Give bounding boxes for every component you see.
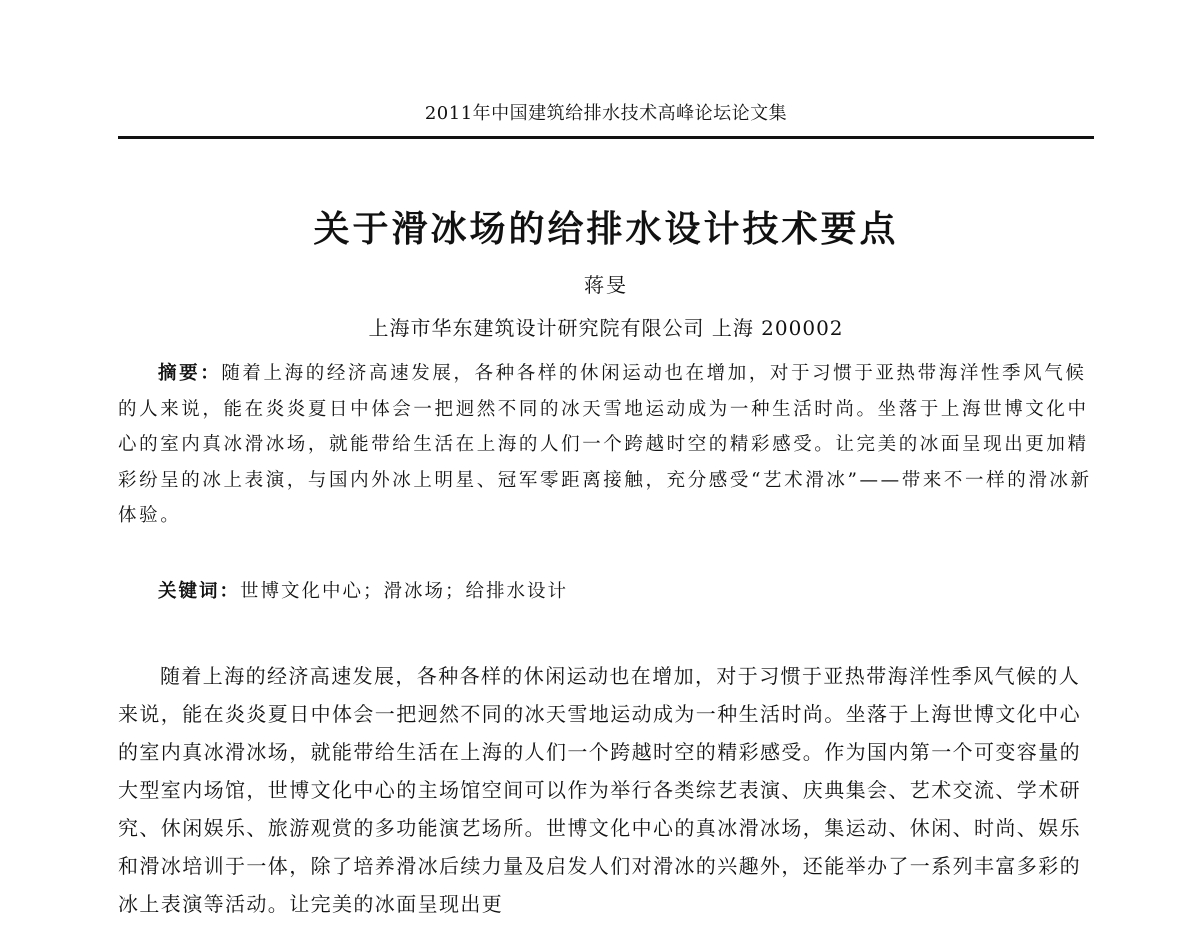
abstract-label: 摘要： bbox=[158, 363, 222, 384]
header-rule bbox=[118, 136, 1094, 139]
keywords-text: 世博文化中心；滑冰场；给排水设计 bbox=[240, 581, 569, 602]
keywords-block bbox=[118, 574, 1094, 609]
abstract-text: 随着上海的经济高速发展，各种各样的休闲运动也在增加，对于习惯于亚热带海洋性季风气候的人来说，能在炎炎夏日中体会一把迥然不同的冰天雪地运动成为一种生活时尚。坐落于上海世博文化中心的室内真冰滑冰场，就能带给生活在上海的人们一个跨越时空的精彩感受。让完美的冰面呈现出更加精彩纷呈的冰上表演，与国内外冰上明星、冠军零距离接触，充分感受“艺术滑冰”——带来不一样的滑冰新体验。 bbox=[118, 363, 1092, 526]
running-header: 2011年中国建筑给排水技术高峰论坛论文集 bbox=[424, 103, 788, 124]
author-affiliation: 上海市华东建筑设计研究院有限公司 上海 200002 bbox=[368, 316, 844, 340]
body-paragraph: 随着上海的经济高速发展，各种各样的休闲运动也在增加，对于习惯于亚热带海洋性季风气候的人来说，能在炎炎夏日中体会一把迥然不同的冰天雪地运动成为一种生活时尚。坐落于上海世博文化中心的室内真冰滑冰场，就能带给生活在上海的人们一个跨越时空的精彩感受。作为国内第一个可变容量的大型室内场馆，世博文化中心的主场馆空间可以作为举行各类综艺表演、庆典集会、艺术交流、学术研究、休闲娱乐、旅游观赏的多功能演艺场所。世博文化中心的真冰滑冰场，集运动、休闲、时尚、娱乐和滑冰培训于一体，除了培养滑冰后续力量及启发人们对滑冰的兴趣外，还能举办了一系列丰富多彩的冰上表演等活动。让完美的冰面呈现出更 bbox=[118, 664, 1081, 916]
abstract-block bbox=[118, 356, 1094, 534]
author-name: 蒋旻 bbox=[584, 273, 628, 297]
paper-title: 关于滑冰场的给排水设计技术要点 bbox=[313, 209, 899, 250]
keywords-label: 关键词： bbox=[158, 581, 241, 602]
